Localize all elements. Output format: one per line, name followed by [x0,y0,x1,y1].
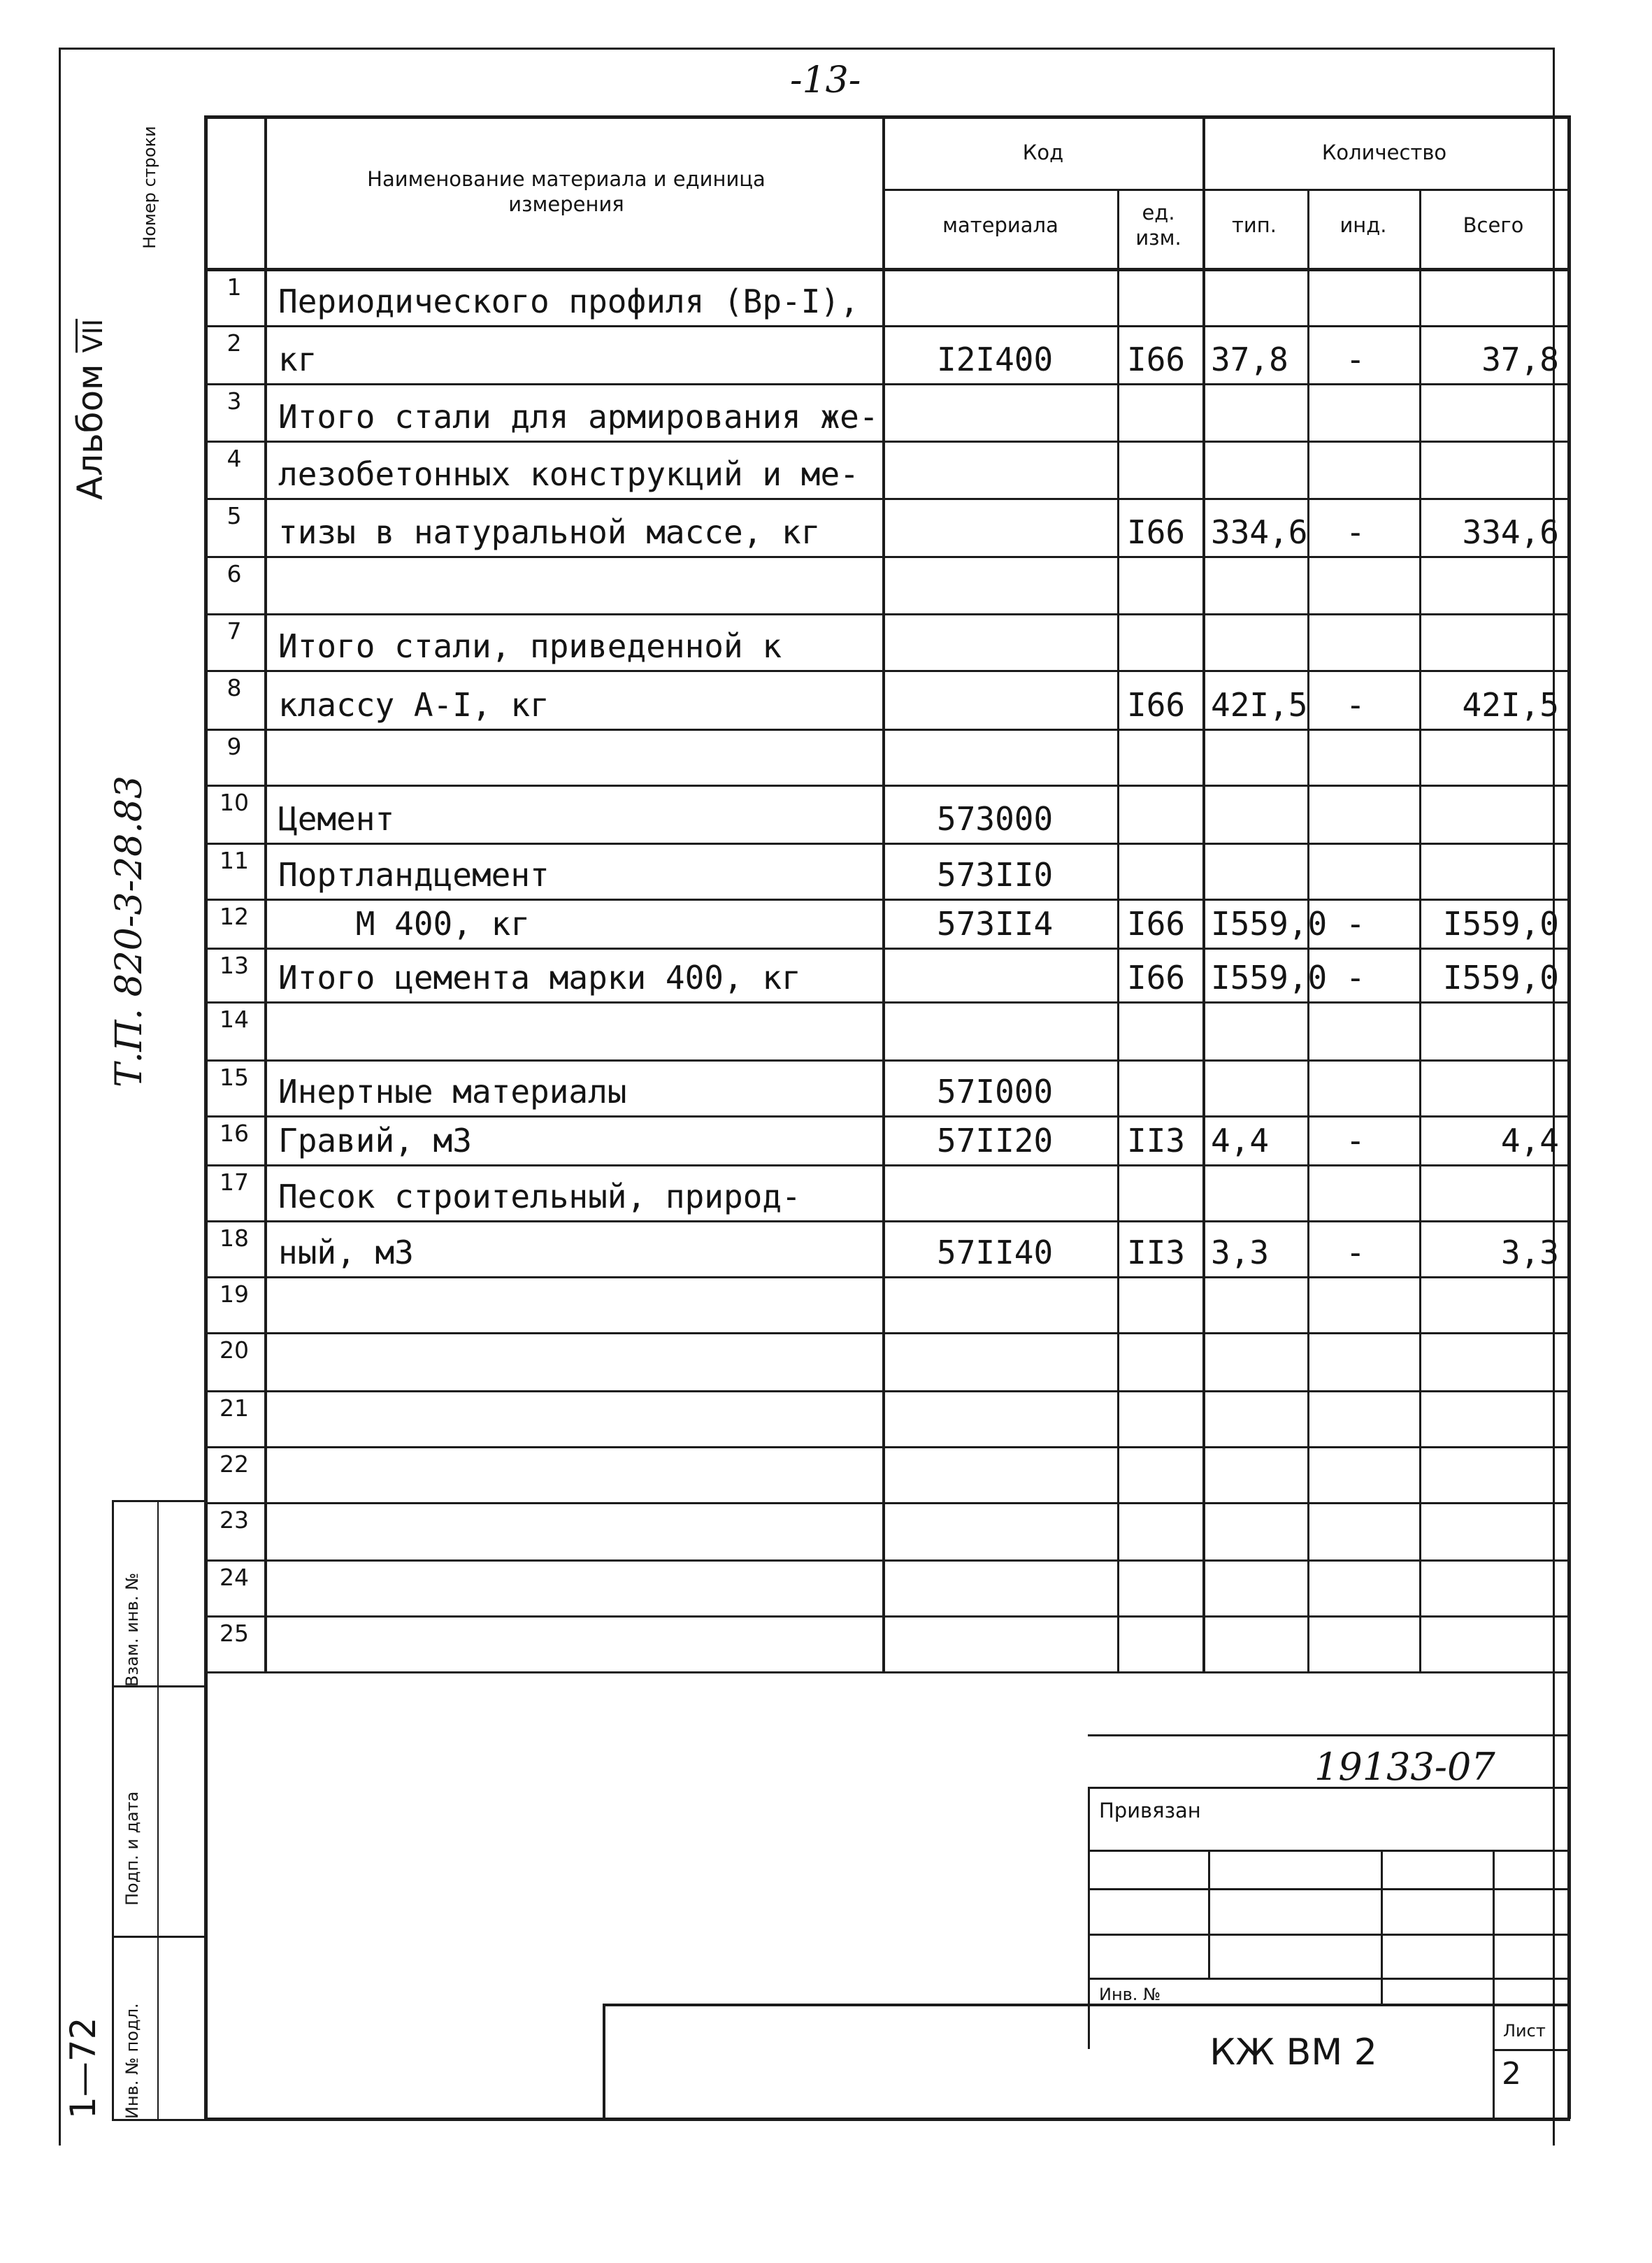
row-name: тизы в натуральной массе, кг [278,513,821,551]
row-number: 3 [227,387,242,415]
row-line [204,1615,1567,1618]
row-name: Цемент [278,800,395,838]
row-line [204,1164,1567,1166]
side-inv-podl: Инв. № подл. [122,2003,142,2119]
row-number: 13 [220,952,249,979]
row-qty-total: I559,0 [1442,959,1559,997]
row-number: 5 [227,502,242,529]
stamp-line-top [1088,1734,1567,1736]
col-line-material [882,115,885,1671]
row-qty-ind: - [1346,1122,1365,1159]
row-qty-typ: I559,0 [1211,959,1328,997]
row-number: 18 [220,1225,249,1252]
header-mid-line [882,189,1567,191]
col-line-qty [1202,115,1205,1671]
row-qty-ind: - [1346,905,1365,943]
stamp-doc-number: 19133-07 [1314,1745,1495,1789]
row-number: 10 [220,789,249,816]
stamp-inv-label: Инв. № [1099,1985,1161,2004]
row-qty-typ: 3,3 [1211,1234,1270,1271]
row-number: 7 [227,617,242,645]
row-qty-ind: - [1346,1234,1365,1271]
row-qty-typ: 42I,5 [1211,686,1308,724]
stamp-main-left [603,2004,605,2119]
header-code-material: материала [942,213,1058,237]
row-name: Инертные материалы [278,1073,627,1111]
row-number: 25 [220,1620,249,1647]
row-number: 12 [220,903,249,930]
header-qty-ind: инд. [1339,213,1387,237]
stamp-col-3 [1493,1850,1495,2119]
row-line [204,1390,1567,1392]
row-qty-ind: - [1346,513,1365,551]
stamp-line-5 [1088,1978,1567,1980]
row-line [204,383,1567,385]
row-qty-total: I559,0 [1442,905,1559,943]
row-number: 15 [220,1064,249,1091]
stamp-left [1088,1787,1090,2049]
row-unit-code: I66 [1127,905,1186,943]
stamp-line-4 [1088,1934,1567,1936]
row-qty-total: 42I,5 [1462,686,1559,724]
row-line [204,670,1567,672]
stamp-main-top [603,2004,1567,2006]
row-number: 16 [220,1120,249,1147]
row-unit-code: I66 [1127,686,1186,724]
row-number: 1 [227,273,242,301]
row-line [204,613,1567,615]
table-right-border [1567,115,1571,2119]
table-top-border [204,115,1570,119]
row-name: Гравий, м3 [278,1122,472,1159]
row-name: Периодического профиля (Вр-I), [278,283,859,320]
row-material-code: 57I000 [937,1073,1054,1111]
row-name: Итого стали, приведенной к [278,627,782,665]
header-code: Код [1022,141,1064,164]
row-qty-typ: 4,4 [1211,1122,1270,1159]
album-number: $\overline{VII}$ [78,318,108,353]
row-line [204,1001,1567,1004]
header-name: Наименование материала и единица измерения [367,167,766,216]
page-number: -13- [790,59,861,101]
row-name: кг [278,341,317,378]
row-qty-ind: - [1346,686,1365,724]
row-line [204,948,1567,950]
row-line [204,843,1567,845]
row-number: 2 [227,329,242,357]
row-line [204,899,1567,901]
row-material-code: 573II0 [937,856,1054,894]
row-material-code: 57II20 [937,1122,1054,1159]
stamp-sheet-label: Лист [1503,2021,1546,2041]
row-unit-code: I66 [1127,341,1186,378]
stamp-sheet-number: 2 [1502,2056,1521,2092]
row-line [204,1671,1567,1673]
row-number: 8 [227,674,242,701]
header-qty-typ: тип. [1232,213,1277,237]
header-bottom-line [204,268,1567,271]
row-line [204,556,1567,558]
stamp-line-3 [1088,1888,1567,1890]
row-material-code: 573II4 [937,905,1054,943]
row-qty-ind: - [1346,341,1365,378]
row-qty-total: 37,8 [1481,341,1559,378]
row-material-code: 57II40 [937,1234,1054,1271]
row-material-code: I2I400 [937,341,1054,378]
row-line [204,1446,1567,1448]
stamp-attached-label: Привязан [1099,1799,1201,1822]
side-podp: Подп. и дата [122,1791,142,1906]
row-number: 4 [227,445,242,472]
row-line [204,441,1567,443]
col-line-unit [1117,189,1119,1671]
row-number: 22 [220,1450,249,1478]
row-name: Портландцемент [278,856,550,894]
row-name: Песок строительный, природ- [278,1178,801,1215]
row-line [204,785,1567,787]
row-number: 20 [220,1336,249,1364]
row-number: 9 [227,733,242,760]
row-number: 19 [220,1280,249,1308]
row-line [204,1276,1567,1278]
row-qty-ind: - [1346,959,1365,997]
header-code-unit: ед. изм. [1135,201,1181,250]
row-name: лезобетонных конструкций и ме- [278,455,859,493]
row-qty-typ: 37,8 [1211,341,1288,378]
row-line [204,1332,1567,1334]
stamp-col-1 [1208,1850,1210,1978]
frame-bottom [204,2118,1570,2121]
row-line [204,1059,1567,1062]
row-qty-total: 3,3 [1500,1234,1559,1271]
side-vzam: Взам. инв. № [122,1573,142,1687]
row-number: 21 [220,1394,249,1422]
row-line [204,1559,1567,1562]
row-line [204,1115,1567,1118]
stamp-code: КЖ ВМ 2 [1209,2032,1377,2073]
header-qty-total: Всего [1463,213,1524,237]
row-unit-code: II3 [1127,1234,1186,1271]
row-line [204,325,1567,327]
stamp-col-2 [1381,1850,1383,2004]
row-qty-total: 334,6 [1462,513,1559,551]
row-number: 14 [220,1006,249,1033]
row-line [204,729,1567,731]
row-name: М 400, кг [278,905,531,943]
row-unit-code: I66 [1127,513,1186,551]
row-qty-typ: 334,6 [1211,513,1308,551]
album-text: Альбом [70,364,110,500]
stamp-line-2 [1088,1850,1567,1852]
sheet-side-number: 1—72 [63,2017,103,2119]
col-line-number [264,115,267,1671]
project-label: Т.П. 820-3-28.83 [108,776,150,1087]
row-number: 11 [220,847,249,874]
row-number: 24 [220,1564,249,1591]
row-number: 23 [220,1506,249,1534]
row-name: ный, м3 [278,1234,414,1271]
header-quantity: Количество [1321,141,1447,164]
row-qty-typ: I559,0 [1211,905,1328,943]
row-qty-total: 4,4 [1500,1122,1559,1159]
row-number: 17 [220,1169,249,1196]
row-line [204,1502,1567,1504]
row-line [204,1220,1567,1222]
row-unit-code: II3 [1127,1122,1186,1159]
row-number: 6 [227,560,242,587]
row-name: Итого стали для армирования же- [278,398,879,436]
row-name: классу А-I, кг [278,686,550,724]
row-name: Итого цемента марки 400, кг [278,959,801,997]
header-row-number: Номер строки [140,126,159,249]
row-unit-code: I66 [1127,959,1186,997]
row-material-code: 573000 [937,800,1054,838]
row-line [204,498,1567,500]
stamp-sheet-div [1493,2049,1567,2051]
